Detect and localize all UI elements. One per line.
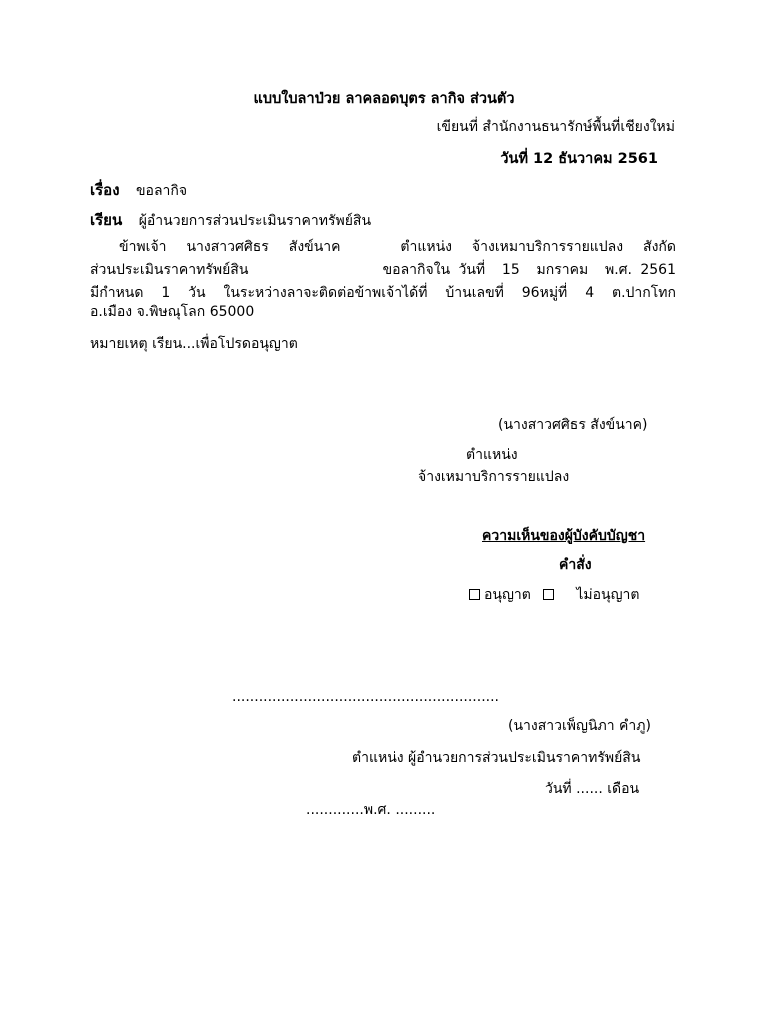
- subject-value: ขอลากิจ: [135, 183, 188, 199]
- supervisor-name: (นางสาวเพ็ญนิภา คำภู): [508, 718, 651, 734]
- supervisor-opinion-heading: ความเห็นของผู้บังคับบัญชา: [482, 528, 646, 544]
- order-heading: คำสั่ง: [559, 557, 592, 573]
- to-label: เรียน: [90, 211, 123, 229]
- applicant-position-value: จ้างเหมาบริการรายแปลง: [418, 469, 570, 485]
- supervisor-date-line-2: .............พ.ศ. .........: [306, 802, 436, 818]
- written-at: เขียนที่ สำนักงานธนารักษ์พื้นที่เชียงใหม่: [436, 119, 675, 135]
- subject-label: เรื่อง: [90, 181, 120, 199]
- approve-label: อนุญาต: [484, 587, 531, 603]
- subject-row: [90, 181, 187, 201]
- remark: หมายเหตุ เรียน...เพื่อโปรดอนุญาต: [90, 336, 298, 352]
- body-line-1: ข้าพเจ้า นางสาวศศิธร สังข์นาค ตำแหน่ง จ้างเหมาบริการรายแปลง สังกัด: [119, 239, 676, 255]
- supervisor-signature-line: ............................................................: [232, 689, 500, 705]
- form-title: แบบใบลาป่วย ลาคลอดบุตร ลากิจ ส่วนตัว: [253, 91, 515, 107]
- disapprove-label: ไม่อนุญาต: [576, 587, 640, 603]
- applicant-name: (นางสาวศศิธร สังข์นาค): [498, 417, 648, 433]
- body-line-3: มีกำหนด 1 วัน ในระหว่างลาจะติดต่อข้าพเจ้าได้ที่ บ้านเลขที่ 96หมู่ที่ 4 ต.ปากโทก: [90, 285, 676, 301]
- to-value: ผู้อำนวยการส่วนประเมินราคาทรัพย์สิน: [138, 213, 372, 229]
- approval-options: [469, 587, 639, 605]
- to-row: [90, 211, 371, 231]
- disapprove-checkbox[interactable]: [543, 589, 554, 600]
- body-line-4: อ.เมือง จ.พิษณุโลก 65000: [90, 304, 255, 320]
- supervisor-position: ตำแหน่ง ผู้อำนวยการส่วนประเมินราคาทรัพย์สิน: [352, 750, 641, 766]
- form-date: วันที่ 12 ธันวาคม 2561: [500, 151, 658, 167]
- body-line-2: ส่วนประเมินราคาทรัพย์สิน ขอลากิจใน วันที่ 15 มกราคม พ.ศ. 2561: [90, 262, 676, 278]
- applicant-position-label: ตำแหน่ง: [466, 447, 518, 463]
- supervisor-date-line-1: วันที่ ...... เดือน: [545, 781, 640, 797]
- approve-checkbox[interactable]: [469, 589, 480, 600]
